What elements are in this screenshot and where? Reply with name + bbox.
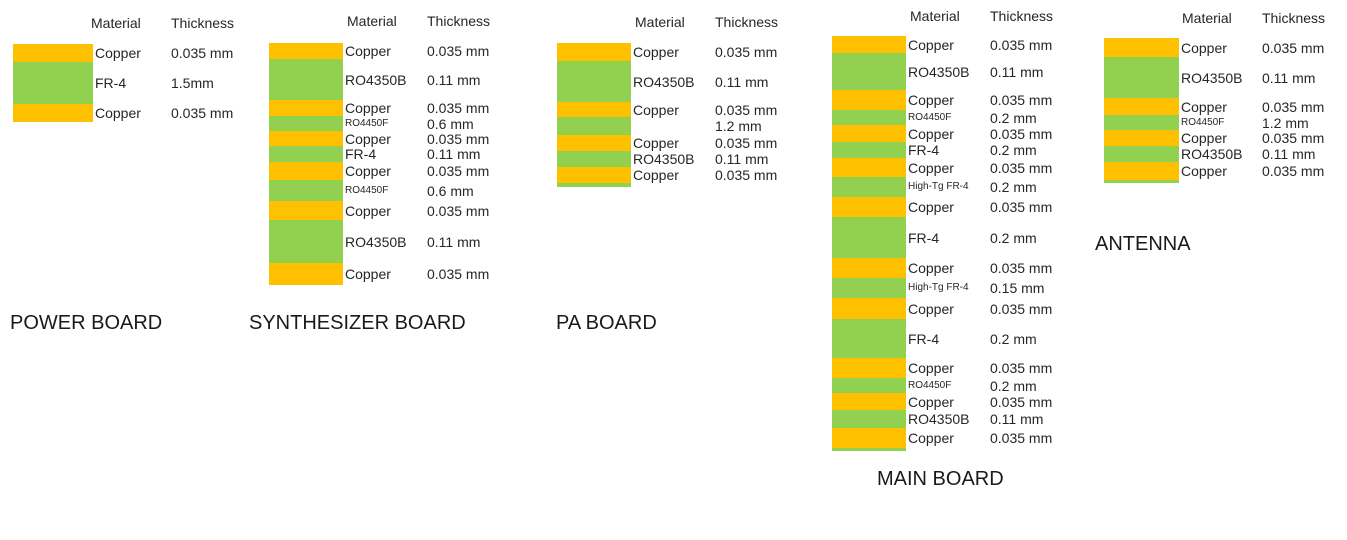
material-label: Copper — [908, 36, 954, 53]
material-label: FR-4 — [908, 229, 940, 246]
thickness-label: 0.035 mm — [427, 43, 490, 59]
thickness-label: 0.6 mm — [427, 182, 474, 199]
material-label: Copper — [345, 163, 391, 179]
material-label: RO4450F — [345, 117, 389, 129]
thickness-label: 0.035 mm — [1262, 39, 1325, 56]
stackup-layer — [832, 53, 1122, 90]
dielectric-layer-swatch — [832, 142, 906, 158]
copper-layer-swatch — [269, 201, 343, 220]
stackup-layer — [832, 142, 1122, 158]
thickness-label: 0.035 mm — [427, 202, 490, 219]
stackup-layer — [269, 146, 559, 162]
stackup-layer — [557, 61, 847, 102]
layer-stack — [269, 43, 559, 285]
thickness-label: 1.5mm — [171, 75, 214, 91]
stackup-layer — [269, 116, 559, 131]
copper-layer-swatch — [269, 131, 343, 146]
stackup-layer — [1104, 115, 1347, 130]
thickness-label: 0.2 mm — [990, 142, 1037, 158]
stackup-layer — [269, 59, 559, 100]
material-label: Copper — [345, 266, 391, 282]
material-label: Copper — [908, 360, 954, 376]
board-title: POWER BOARD — [10, 312, 163, 334]
material-label: Copper — [908, 260, 954, 276]
material-column-header: Material — [1182, 10, 1232, 26]
stackup-layer — [557, 151, 847, 167]
board-title: MAIN BOARD — [877, 468, 1004, 490]
copper-layer-swatch — [832, 158, 906, 177]
dielectric-layer-swatch — [557, 61, 631, 102]
thickness-label: 0.035 mm — [1262, 130, 1325, 146]
thickness-label: 0.035 mm — [990, 92, 1053, 108]
thickness-label: 0.035 mm — [1262, 98, 1325, 115]
stackup-layer — [832, 428, 1122, 448]
material-label: Copper — [1181, 39, 1227, 56]
thickness-column-header: Thickness — [427, 13, 491, 29]
stackup-layer — [832, 36, 1122, 53]
copper-layer-swatch — [557, 135, 631, 151]
stackup-layer — [269, 180, 559, 201]
layer-stack — [13, 44, 303, 122]
dielectric-layer-swatch — [1104, 180, 1179, 183]
stackup-layer — [832, 125, 1122, 142]
dielectric-layer-swatch — [832, 177, 906, 197]
thickness-label: 0.11 mm — [715, 151, 769, 167]
stackup-layer — [557, 43, 847, 61]
stackup-layer — [269, 100, 559, 116]
copper-layer-swatch — [832, 125, 906, 142]
material-label: Copper — [908, 159, 954, 176]
dielectric-layer-swatch — [269, 180, 343, 201]
stackup-layer — [13, 44, 303, 62]
material-label: Copper — [908, 125, 954, 142]
copper-layer-swatch — [832, 358, 906, 378]
material-label: FR-4 — [95, 75, 127, 91]
stackup-layer — [832, 177, 1122, 197]
material-label: RO4350B — [908, 63, 970, 80]
stackup-layer — [1104, 38, 1347, 57]
stackup-layer — [1104, 180, 1347, 183]
stackup-layer — [557, 167, 847, 183]
thickness-label: 0.2 mm — [990, 109, 1037, 126]
dielectric-layer-swatch — [1104, 115, 1179, 130]
copper-layer-swatch — [13, 44, 93, 62]
material-label: RO4350B — [1181, 69, 1243, 86]
material-label: Copper — [95, 45, 141, 61]
copper-layer-swatch — [557, 102, 631, 117]
thickness-label: 0.035 mm — [715, 135, 778, 151]
thickness-label: 0.2 mm — [990, 377, 1037, 394]
thickness-label: 0.035 mm — [990, 125, 1053, 142]
stackup-layer — [1104, 130, 1347, 146]
material-label: RO4350B — [345, 71, 407, 88]
thickness-label: 0.035 mm — [427, 266, 490, 282]
thickness-label: 0.035 mm — [715, 167, 778, 183]
thickness-label: 0.035 mm — [990, 260, 1053, 276]
stackup-layer — [269, 263, 559, 285]
thickness-label: 0.035 mm — [990, 300, 1053, 317]
thickness-label: 1.2 mm — [1262, 114, 1309, 131]
stackup-layer — [557, 117, 847, 135]
material-label: FR-4 — [345, 146, 377, 162]
material-label: Copper — [908, 300, 954, 317]
copper-layer-swatch — [13, 104, 93, 122]
dielectric-layer-swatch — [832, 410, 906, 428]
dielectric-layer-swatch — [13, 62, 93, 104]
thickness-column-header: Thickness — [171, 15, 235, 31]
thickness-label: 0.15 mm — [990, 280, 1045, 296]
stackup-layer — [832, 393, 1122, 410]
material-label: Copper — [1181, 163, 1227, 179]
board-power — [13, 0, 313, 540]
thickness-label: 0.2 mm — [990, 330, 1037, 347]
material-label: RO4450F — [345, 184, 389, 196]
stackup-layer — [269, 131, 559, 146]
board-antenna — [1104, 0, 1347, 540]
material-label: RO4350B — [1181, 146, 1243, 162]
stackup-layer — [832, 378, 1122, 393]
material-column-header: Material — [347, 13, 397, 29]
dielectric-layer-swatch — [269, 59, 343, 100]
stackup-layer — [269, 43, 559, 59]
copper-layer-swatch — [832, 298, 906, 319]
material-label: FR-4 — [908, 330, 940, 347]
stackup-layer — [832, 278, 1122, 298]
dielectric-layer-swatch — [832, 278, 906, 298]
copper-layer-swatch — [832, 36, 906, 53]
thickness-label: 0.035 mm — [990, 159, 1053, 176]
thickness-label: 0.11 mm — [990, 63, 1044, 80]
material-label: Copper — [345, 202, 391, 219]
copper-layer-swatch — [832, 197, 906, 217]
dielectric-layer-swatch — [557, 117, 631, 135]
layer-stack — [1104, 38, 1347, 183]
stackup-layer — [557, 183, 847, 187]
stackup-layer — [269, 162, 559, 180]
material-label: Copper — [1181, 98, 1227, 115]
stackup-layer — [1104, 146, 1347, 162]
dielectric-layer-swatch — [557, 151, 631, 167]
board-main — [832, 0, 1132, 540]
thickness-label: 0.11 mm — [427, 71, 481, 88]
stackup-layer — [832, 358, 1122, 378]
stackup-layer — [832, 298, 1122, 319]
board-title: PA BOARD — [556, 312, 657, 334]
thickness-label: 1.2 mm — [715, 118, 762, 134]
material-label: Copper — [633, 101, 679, 118]
thickness-label: 0.11 mm — [1262, 146, 1316, 162]
stackup-layer — [1104, 162, 1347, 180]
material-label: High-Tg FR-4 — [908, 181, 969, 192]
material-label: FR-4 — [908, 142, 940, 158]
material-label: Copper — [1181, 130, 1227, 146]
stackup-layer — [832, 90, 1122, 110]
stackup-layer — [832, 110, 1122, 125]
board-pa — [557, 0, 857, 540]
thickness-label: 0.11 mm — [715, 73, 769, 90]
thickness-label: 0.035 mm — [427, 130, 490, 147]
material-label: Copper — [345, 43, 391, 59]
stackup-layer — [1104, 57, 1347, 98]
stackup-layer — [557, 135, 847, 151]
stackup-layer — [269, 201, 559, 220]
copper-layer-swatch — [1104, 162, 1179, 180]
thickness-label: 0.6 mm — [427, 115, 474, 132]
material-label: Copper — [908, 430, 954, 446]
material-label: RO4350B — [633, 73, 695, 90]
layer-stack — [832, 36, 1122, 451]
dielectric-layer-swatch — [832, 319, 906, 358]
copper-layer-swatch — [557, 43, 631, 61]
stackup-layer — [557, 102, 847, 117]
dielectric-layer-swatch — [269, 220, 343, 263]
stackup-layer — [269, 220, 559, 263]
thickness-label: 0.2 mm — [990, 229, 1037, 246]
material-label: Copper — [633, 135, 679, 151]
material-label: Copper — [908, 393, 954, 410]
thickness-label: 0.035 mm — [990, 430, 1053, 446]
material-label: RO4450F — [908, 379, 952, 391]
stackup-layer — [832, 158, 1122, 177]
layer-stack — [557, 43, 847, 187]
stackup-layer — [832, 197, 1122, 217]
material-label: Copper — [633, 167, 679, 183]
dielectric-layer-swatch — [1104, 146, 1179, 162]
dielectric-layer-swatch — [832, 110, 906, 125]
material-label: RO4350B — [633, 151, 695, 167]
material-label: RO4450F — [1181, 116, 1225, 128]
material-label: High-Tg FR-4 — [908, 282, 969, 293]
thickness-column-header: Thickness — [715, 14, 779, 30]
thickness-label: 0.035 mm — [990, 360, 1053, 376]
dielectric-layer-swatch — [1104, 57, 1179, 98]
thickness-label: 0.035 mm — [715, 44, 778, 60]
dielectric-layer-swatch — [832, 217, 906, 258]
material-label: RO4350B — [345, 233, 407, 250]
thickness-label: 0.035 mm — [427, 163, 490, 179]
material-label: Copper — [95, 105, 141, 121]
thickness-column-header: Thickness — [1262, 10, 1326, 26]
thickness-label: 0.11 mm — [990, 411, 1044, 427]
copper-layer-swatch — [1104, 130, 1179, 146]
dielectric-layer-swatch — [832, 53, 906, 90]
copper-layer-swatch — [269, 100, 343, 116]
dielectric-layer-swatch — [269, 146, 343, 162]
material-label: RO4450F — [908, 111, 952, 123]
thickness-label: 0.2 mm — [990, 179, 1037, 195]
material-label: RO4350B — [908, 411, 970, 427]
thickness-label: 0.035 mm — [171, 45, 234, 61]
thickness-label: 0.035 mm — [990, 393, 1053, 410]
material-column-header: Material — [635, 14, 685, 30]
stackup-layer — [1104, 98, 1347, 115]
material-label: Copper — [345, 100, 391, 116]
stackup-layer — [832, 410, 1122, 428]
material-column-header: Material — [910, 8, 960, 24]
material-label: Copper — [908, 92, 954, 108]
stackup-layer — [13, 62, 303, 104]
copper-layer-swatch — [1104, 38, 1179, 57]
copper-layer-swatch — [269, 162, 343, 180]
stackup-layer — [832, 319, 1122, 358]
stackup-layer — [832, 448, 1122, 451]
dielectric-layer-swatch — [832, 378, 906, 393]
board-title: ANTENNA — [1095, 233, 1191, 255]
thickness-label: 0.035 mm — [990, 36, 1053, 53]
dielectric-layer-swatch — [557, 183, 631, 187]
copper-layer-swatch — [832, 428, 906, 448]
thickness-label: 0.035 mm — [171, 105, 234, 121]
material-column-header: Material — [91, 15, 141, 31]
thickness-label: 0.11 mm — [427, 233, 481, 250]
thickness-label: 0.035 mm — [1262, 163, 1325, 179]
stackup-layer — [832, 258, 1122, 278]
board-synthesizer — [269, 0, 569, 540]
stackup-layer — [832, 217, 1122, 258]
copper-layer-swatch — [832, 258, 906, 278]
board-title: SYNTHESIZER BOARD — [249, 312, 466, 334]
stackup-layer — [13, 104, 303, 122]
thickness-label: 0.035 mm — [715, 101, 778, 118]
copper-layer-swatch — [1104, 98, 1179, 115]
thickness-label: 0.035 mm — [427, 100, 490, 116]
thickness-column-header: Thickness — [990, 8, 1054, 24]
copper-layer-swatch — [832, 90, 906, 110]
thickness-label: 0.035 mm — [990, 199, 1053, 215]
dielectric-layer-swatch — [832, 448, 906, 451]
material-label: Copper — [633, 44, 679, 60]
material-label: Copper — [908, 199, 954, 215]
copper-layer-swatch — [269, 263, 343, 285]
dielectric-layer-swatch — [269, 116, 343, 131]
copper-layer-swatch — [269, 43, 343, 59]
thickness-label: 0.11 mm — [427, 146, 481, 162]
material-label: Copper — [345, 130, 391, 147]
thickness-label: 0.11 mm — [1262, 69, 1316, 86]
copper-layer-swatch — [557, 167, 631, 183]
copper-layer-swatch — [832, 393, 906, 410]
